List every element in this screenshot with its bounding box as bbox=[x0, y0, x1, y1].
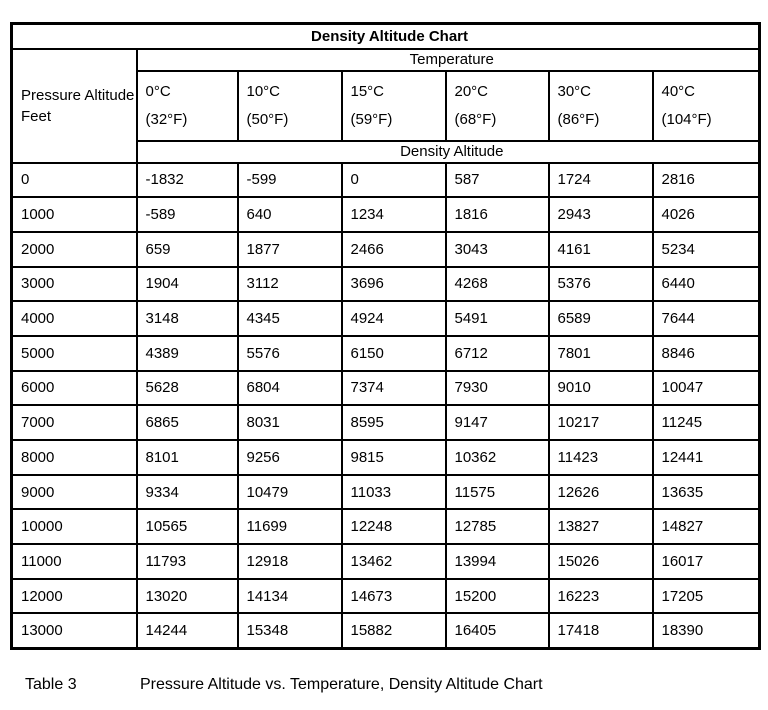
table-row bbox=[12, 579, 760, 614]
table-row bbox=[12, 267, 760, 302]
density-altitude-cell: 3148 bbox=[137, 301, 238, 336]
density-altitude-cell: 5491 bbox=[446, 301, 549, 336]
temp-col-0c bbox=[137, 71, 238, 141]
pressure-altitude-cell: 13000 bbox=[12, 613, 137, 648]
density-altitude-cell: 7930 bbox=[446, 371, 549, 406]
pressure-altitude-cell: 7000 bbox=[12, 405, 137, 440]
density-altitude-cell: 5576 bbox=[238, 336, 342, 371]
density-altitude-cell: 8031 bbox=[238, 405, 342, 440]
pressure-altitude-cell: 12000 bbox=[12, 579, 137, 614]
temp-col-15c bbox=[342, 71, 446, 141]
density-altitude-cell: 18390 bbox=[653, 613, 760, 648]
density-altitude-cell: 4345 bbox=[238, 301, 342, 336]
density-altitude-cell: 7644 bbox=[653, 301, 760, 336]
density-altitude-cell: 0 bbox=[342, 163, 446, 198]
density-altitude-cell: 11423 bbox=[549, 440, 653, 475]
density-altitude-cell: 1234 bbox=[342, 197, 446, 232]
density-altitude-cell: 1904 bbox=[137, 267, 238, 302]
density-altitude-cell: 9815 bbox=[342, 440, 446, 475]
density-altitude-cell: 15026 bbox=[549, 544, 653, 579]
density-altitude-cell: 640 bbox=[238, 197, 342, 232]
density-altitude-cell: 17418 bbox=[549, 613, 653, 648]
density-altitude-cell: 2816 bbox=[653, 163, 760, 198]
density-altitude-cell: 11033 bbox=[342, 475, 446, 510]
density-altitude-header: Density Altitude bbox=[137, 141, 760, 163]
density-altitude-cell: 4026 bbox=[653, 197, 760, 232]
density-altitude-cell: 17205 bbox=[653, 579, 760, 614]
table-row bbox=[12, 440, 760, 475]
density-altitude-cell: 1877 bbox=[238, 232, 342, 267]
title-row bbox=[12, 24, 760, 49]
density-altitude-cell: -1832 bbox=[137, 163, 238, 198]
density-altitude-cell: 6804 bbox=[238, 371, 342, 406]
density-altitude-cell: 12918 bbox=[238, 544, 342, 579]
density-altitude-cell: 3043 bbox=[446, 232, 549, 267]
table-row bbox=[12, 613, 760, 648]
density-altitude-cell: 16017 bbox=[653, 544, 760, 579]
density-altitude-cell: 587 bbox=[446, 163, 549, 198]
table-title: Density Altitude Chart bbox=[12, 24, 760, 49]
temp-col-20c bbox=[446, 71, 549, 141]
temp-fahrenheit: (50°F) bbox=[246, 110, 289, 128]
density-altitude-cell: 10479 bbox=[238, 475, 342, 510]
table-caption bbox=[10, 676, 758, 694]
density-altitude-cell: 12248 bbox=[342, 509, 446, 544]
density-altitude-cell: 15882 bbox=[342, 613, 446, 648]
density-altitude-cell: 12441 bbox=[653, 440, 760, 475]
temp-celsius: 10°C bbox=[246, 82, 281, 100]
density-altitude-cell: 13827 bbox=[549, 509, 653, 544]
density-altitude-cell: 14673 bbox=[342, 579, 446, 614]
pressure-altitude-header: Pressure Altitude Feet bbox=[12, 49, 137, 163]
density-altitude-cell: 12626 bbox=[549, 475, 653, 510]
group-header-row bbox=[12, 49, 760, 71]
density-altitude-cell: 11793 bbox=[137, 544, 238, 579]
density-altitude-cell: 8595 bbox=[342, 405, 446, 440]
density-altitude-cell: 4389 bbox=[137, 336, 238, 371]
pressure-altitude-cell: 0 bbox=[12, 163, 137, 198]
temp-celsius: 0°C bbox=[145, 82, 171, 100]
density-altitude-cell: 16223 bbox=[549, 579, 653, 614]
density-altitude-cell: 13020 bbox=[137, 579, 238, 614]
density-altitude-cell: -599 bbox=[238, 163, 342, 198]
density-altitude-cell: 15348 bbox=[238, 613, 342, 648]
table-row bbox=[12, 301, 760, 336]
table-row bbox=[12, 475, 760, 510]
temp-fahrenheit: (59°F) bbox=[350, 110, 393, 128]
density-altitude-cell: 5376 bbox=[549, 267, 653, 302]
density-altitude-cell: 14134 bbox=[238, 579, 342, 614]
density-altitude-cell: 6440 bbox=[653, 267, 760, 302]
pressure-altitude-cell: 3000 bbox=[12, 267, 137, 302]
table-row bbox=[12, 544, 760, 579]
density-altitude-cell: 4924 bbox=[342, 301, 446, 336]
density-altitude-cell: 9256 bbox=[238, 440, 342, 475]
caption-text: Pressure Altitude vs. Temperature, Density Altitude Chart bbox=[140, 675, 543, 693]
temp-celsius: 40°C bbox=[661, 82, 696, 100]
temperature-header: Temperature bbox=[137, 49, 760, 71]
temp-col-40c bbox=[653, 71, 760, 141]
pressure-altitude-cell: 10000 bbox=[12, 509, 137, 544]
pressure-altitude-cell: 2000 bbox=[12, 232, 137, 267]
density-altitude-cell: 15200 bbox=[446, 579, 549, 614]
density-altitude-cell: 8846 bbox=[653, 336, 760, 371]
density-altitude-cell: 4161 bbox=[549, 232, 653, 267]
density-altitude-cell: 659 bbox=[137, 232, 238, 267]
table-row bbox=[12, 336, 760, 371]
pressure-altitude-cell: 1000 bbox=[12, 197, 137, 232]
density-altitude-cell: 6865 bbox=[137, 405, 238, 440]
temp-col-30c bbox=[549, 71, 653, 141]
temp-col-10c bbox=[238, 71, 342, 141]
density-altitude-cell: 16405 bbox=[446, 613, 549, 648]
density-altitude-cell: 11699 bbox=[238, 509, 342, 544]
density-altitude-cell: 6712 bbox=[446, 336, 549, 371]
temp-fahrenheit: (86°F) bbox=[557, 110, 600, 128]
pressure-altitude-cell: 4000 bbox=[12, 301, 137, 336]
temp-celsius: 20°C bbox=[454, 82, 489, 100]
density-altitude-cell: 6589 bbox=[549, 301, 653, 336]
table-row bbox=[12, 371, 760, 406]
density-altitude-cell: 11245 bbox=[653, 405, 760, 440]
temp-fahrenheit: (68°F) bbox=[454, 110, 497, 128]
density-altitude-cell: 9010 bbox=[549, 371, 653, 406]
density-altitude-cell: 12785 bbox=[446, 509, 549, 544]
density-altitude-cell: 7374 bbox=[342, 371, 446, 406]
temp-fahrenheit: (104°F) bbox=[661, 110, 712, 128]
caption-label: Table 3 bbox=[25, 675, 77, 693]
pressure-altitude-cell: 5000 bbox=[12, 336, 137, 371]
pressure-altitude-cell: 11000 bbox=[12, 544, 137, 579]
density-altitude-cell: 1816 bbox=[446, 197, 549, 232]
density-altitude-cell: 10217 bbox=[549, 405, 653, 440]
density-altitude-cell: 4268 bbox=[446, 267, 549, 302]
density-altitude-cell: 13462 bbox=[342, 544, 446, 579]
table-row bbox=[12, 197, 760, 232]
density-altitude-table bbox=[10, 22, 761, 650]
density-altitude-cell: 3112 bbox=[238, 267, 342, 302]
table-row bbox=[12, 509, 760, 544]
density-altitude-cell: 13635 bbox=[653, 475, 760, 510]
density-altitude-cell: 9147 bbox=[446, 405, 549, 440]
density-altitude-cell: 2466 bbox=[342, 232, 446, 267]
density-altitude-cell: 5234 bbox=[653, 232, 760, 267]
density-altitude-cell: 11575 bbox=[446, 475, 549, 510]
table-row bbox=[12, 163, 760, 198]
density-altitude-cell: 10565 bbox=[137, 509, 238, 544]
table-body bbox=[12, 163, 760, 649]
density-altitude-cell: 7801 bbox=[549, 336, 653, 371]
density-altitude-cell: 14827 bbox=[653, 509, 760, 544]
density-altitude-cell: 14244 bbox=[137, 613, 238, 648]
temp-fahrenheit: (32°F) bbox=[145, 110, 188, 128]
density-altitude-cell: 5628 bbox=[137, 371, 238, 406]
pressure-altitude-cell: 6000 bbox=[12, 371, 137, 406]
density-altitude-cell: 10362 bbox=[446, 440, 549, 475]
temp-celsius: 15°C bbox=[350, 82, 385, 100]
density-altitude-cell: 9334 bbox=[137, 475, 238, 510]
density-altitude-cell: 2943 bbox=[549, 197, 653, 232]
table-row bbox=[12, 232, 760, 267]
table-row bbox=[12, 405, 760, 440]
density-altitude-cell: 10047 bbox=[653, 371, 760, 406]
density-altitude-cell: 1724 bbox=[549, 163, 653, 198]
density-altitude-cell: 8101 bbox=[137, 440, 238, 475]
density-altitude-cell: -589 bbox=[137, 197, 238, 232]
density-altitude-cell: 13994 bbox=[446, 544, 549, 579]
pressure-altitude-cell: 9000 bbox=[12, 475, 137, 510]
temp-celsius: 30°C bbox=[557, 82, 592, 100]
pressure-altitude-cell: 8000 bbox=[12, 440, 137, 475]
density-altitude-cell: 6150 bbox=[342, 336, 446, 371]
density-altitude-cell: 3696 bbox=[342, 267, 446, 302]
